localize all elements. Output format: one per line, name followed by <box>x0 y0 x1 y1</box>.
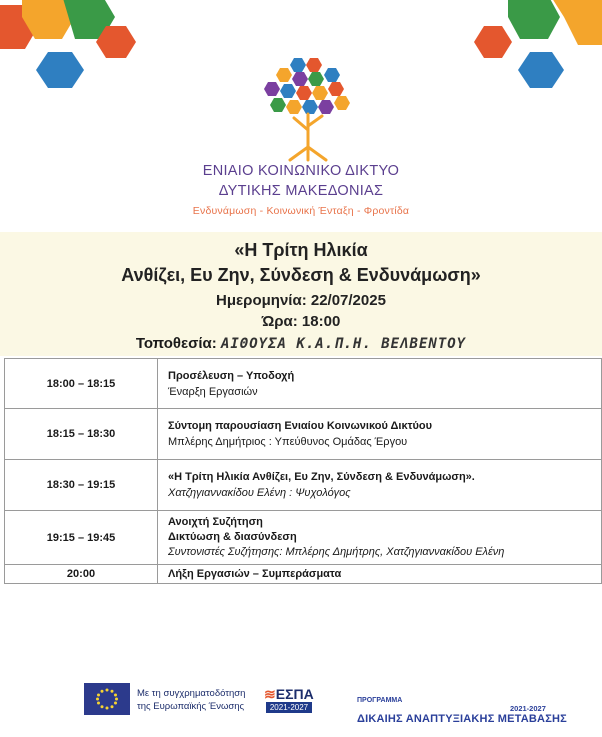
program-years: 2021-2027 <box>510 704 546 713</box>
event-location <box>0 335 602 352</box>
schedule-table <box>4 358 602 584</box>
corner-hexagons-right <box>470 0 602 95</box>
schedule-detail: Μπλέρης Δημήτριος : Υπεύθυνος Ομάδας Έργου <box>168 436 408 448</box>
schedule-description <box>158 409 602 460</box>
program-name: ΔΙΚΑΙΗΣ ΑΝΑΠΤΥΞΙΑΚΗΣ ΜΕΤΑΒΑΣΗΣ <box>357 713 567 725</box>
schedule-moderators: Συντονιστές Συζήτησης: Μπλέρης Δημήτρης, Χατζηγιαννακίδου Ελένη <box>168 546 505 558</box>
schedule-title: Προσέλευση – Υποδοχή <box>168 369 295 382</box>
event-title-line2: Ανθίζει, Ευ Ζην, Σύνδεση & Ενδυνάμωση» <box>121 265 481 285</box>
schedule-description <box>158 511 602 565</box>
espa-years: 2021-2027 <box>266 702 312 713</box>
schedule-title: «Η Τρίτη Ηλικία Ανθίζει, Ευ Ζην, Σύνδεση & Ενδυνάμωση». <box>168 471 475 483</box>
schedule-detail: Δικτύωση & διασύνδεση <box>168 531 297 543</box>
schedule-time: 20:00 <box>5 565 158 584</box>
schedule-row <box>5 460 602 511</box>
org-title-line2: ΔΥΤΙΚΗΣ ΜΑΚΕΔΟΝΙΑΣ <box>218 183 384 199</box>
program-label: ΠΡΟΓΡΑΜΜΑ <box>357 697 403 704</box>
schedule-time: 18:15 – 18:30 <box>5 409 158 460</box>
event-time: Ώρα: 18:00 <box>261 313 341 330</box>
eu-cofunding-line2: της Ευρωπαϊκής Ένωσης <box>137 701 245 712</box>
tagline: Ενδυνάμωση - Κοινωνική Ένταξη - Φροντίδα <box>192 205 410 217</box>
schedule-title: Σύντομη παρουσίαση Ενιαίου Κοινωνικού Δικτύου <box>168 420 433 432</box>
eu-flag-icon <box>84 683 130 715</box>
schedule-row <box>5 565 602 584</box>
event-title-line1: «Η Τρίτη Ηλικία <box>234 240 368 260</box>
schedule-description <box>158 460 602 511</box>
espa-logo <box>264 686 314 703</box>
schedule-description <box>158 565 602 584</box>
espa-label: ΕΣΠΑ <box>275 686 314 702</box>
schedule-title: Λήξη Εργασιών – Συμπεράσματα <box>168 568 342 580</box>
schedule-row <box>5 511 602 565</box>
schedule-detail: Χατζηγιαννακίδου Ελένη : Ψυχολόγος <box>168 487 351 499</box>
location-label: Τοποθεσία: <box>135 335 217 352</box>
schedule-time: 18:30 – 19:15 <box>5 460 158 511</box>
schedule-row <box>5 409 602 460</box>
corner-hexagons-left <box>0 0 150 95</box>
schedule-description <box>158 359 602 409</box>
schedule-detail: Έναρξη Εργασιών <box>168 385 258 398</box>
schedule-row <box>5 359 602 409</box>
schedule-time: 19:15 – 19:45 <box>5 511 158 565</box>
espa-mark-icon: ≋ <box>264 686 276 702</box>
org-title-line1: ΕΝΙΑΙΟ ΚΟΙΝΩΝΙΚΟ ΔΙΚΤΥΟ <box>202 163 400 179</box>
location-value: ΑΙΘΟΥΣΑ Κ.Α.Π.Η. ΒΕΛΒΕΝΤΟΥ <box>220 336 467 352</box>
event-date: Ημερομηνία: 22/07/2025 <box>216 292 386 309</box>
schedule-title: Ανοιχτή Συζήτηση <box>168 516 263 528</box>
tree-logo <box>258 52 358 162</box>
eu-cofunding-line1: Με τη συγχρηματοδότηση <box>137 688 246 699</box>
schedule-time: 18:00 – 18:15 <box>5 359 158 409</box>
